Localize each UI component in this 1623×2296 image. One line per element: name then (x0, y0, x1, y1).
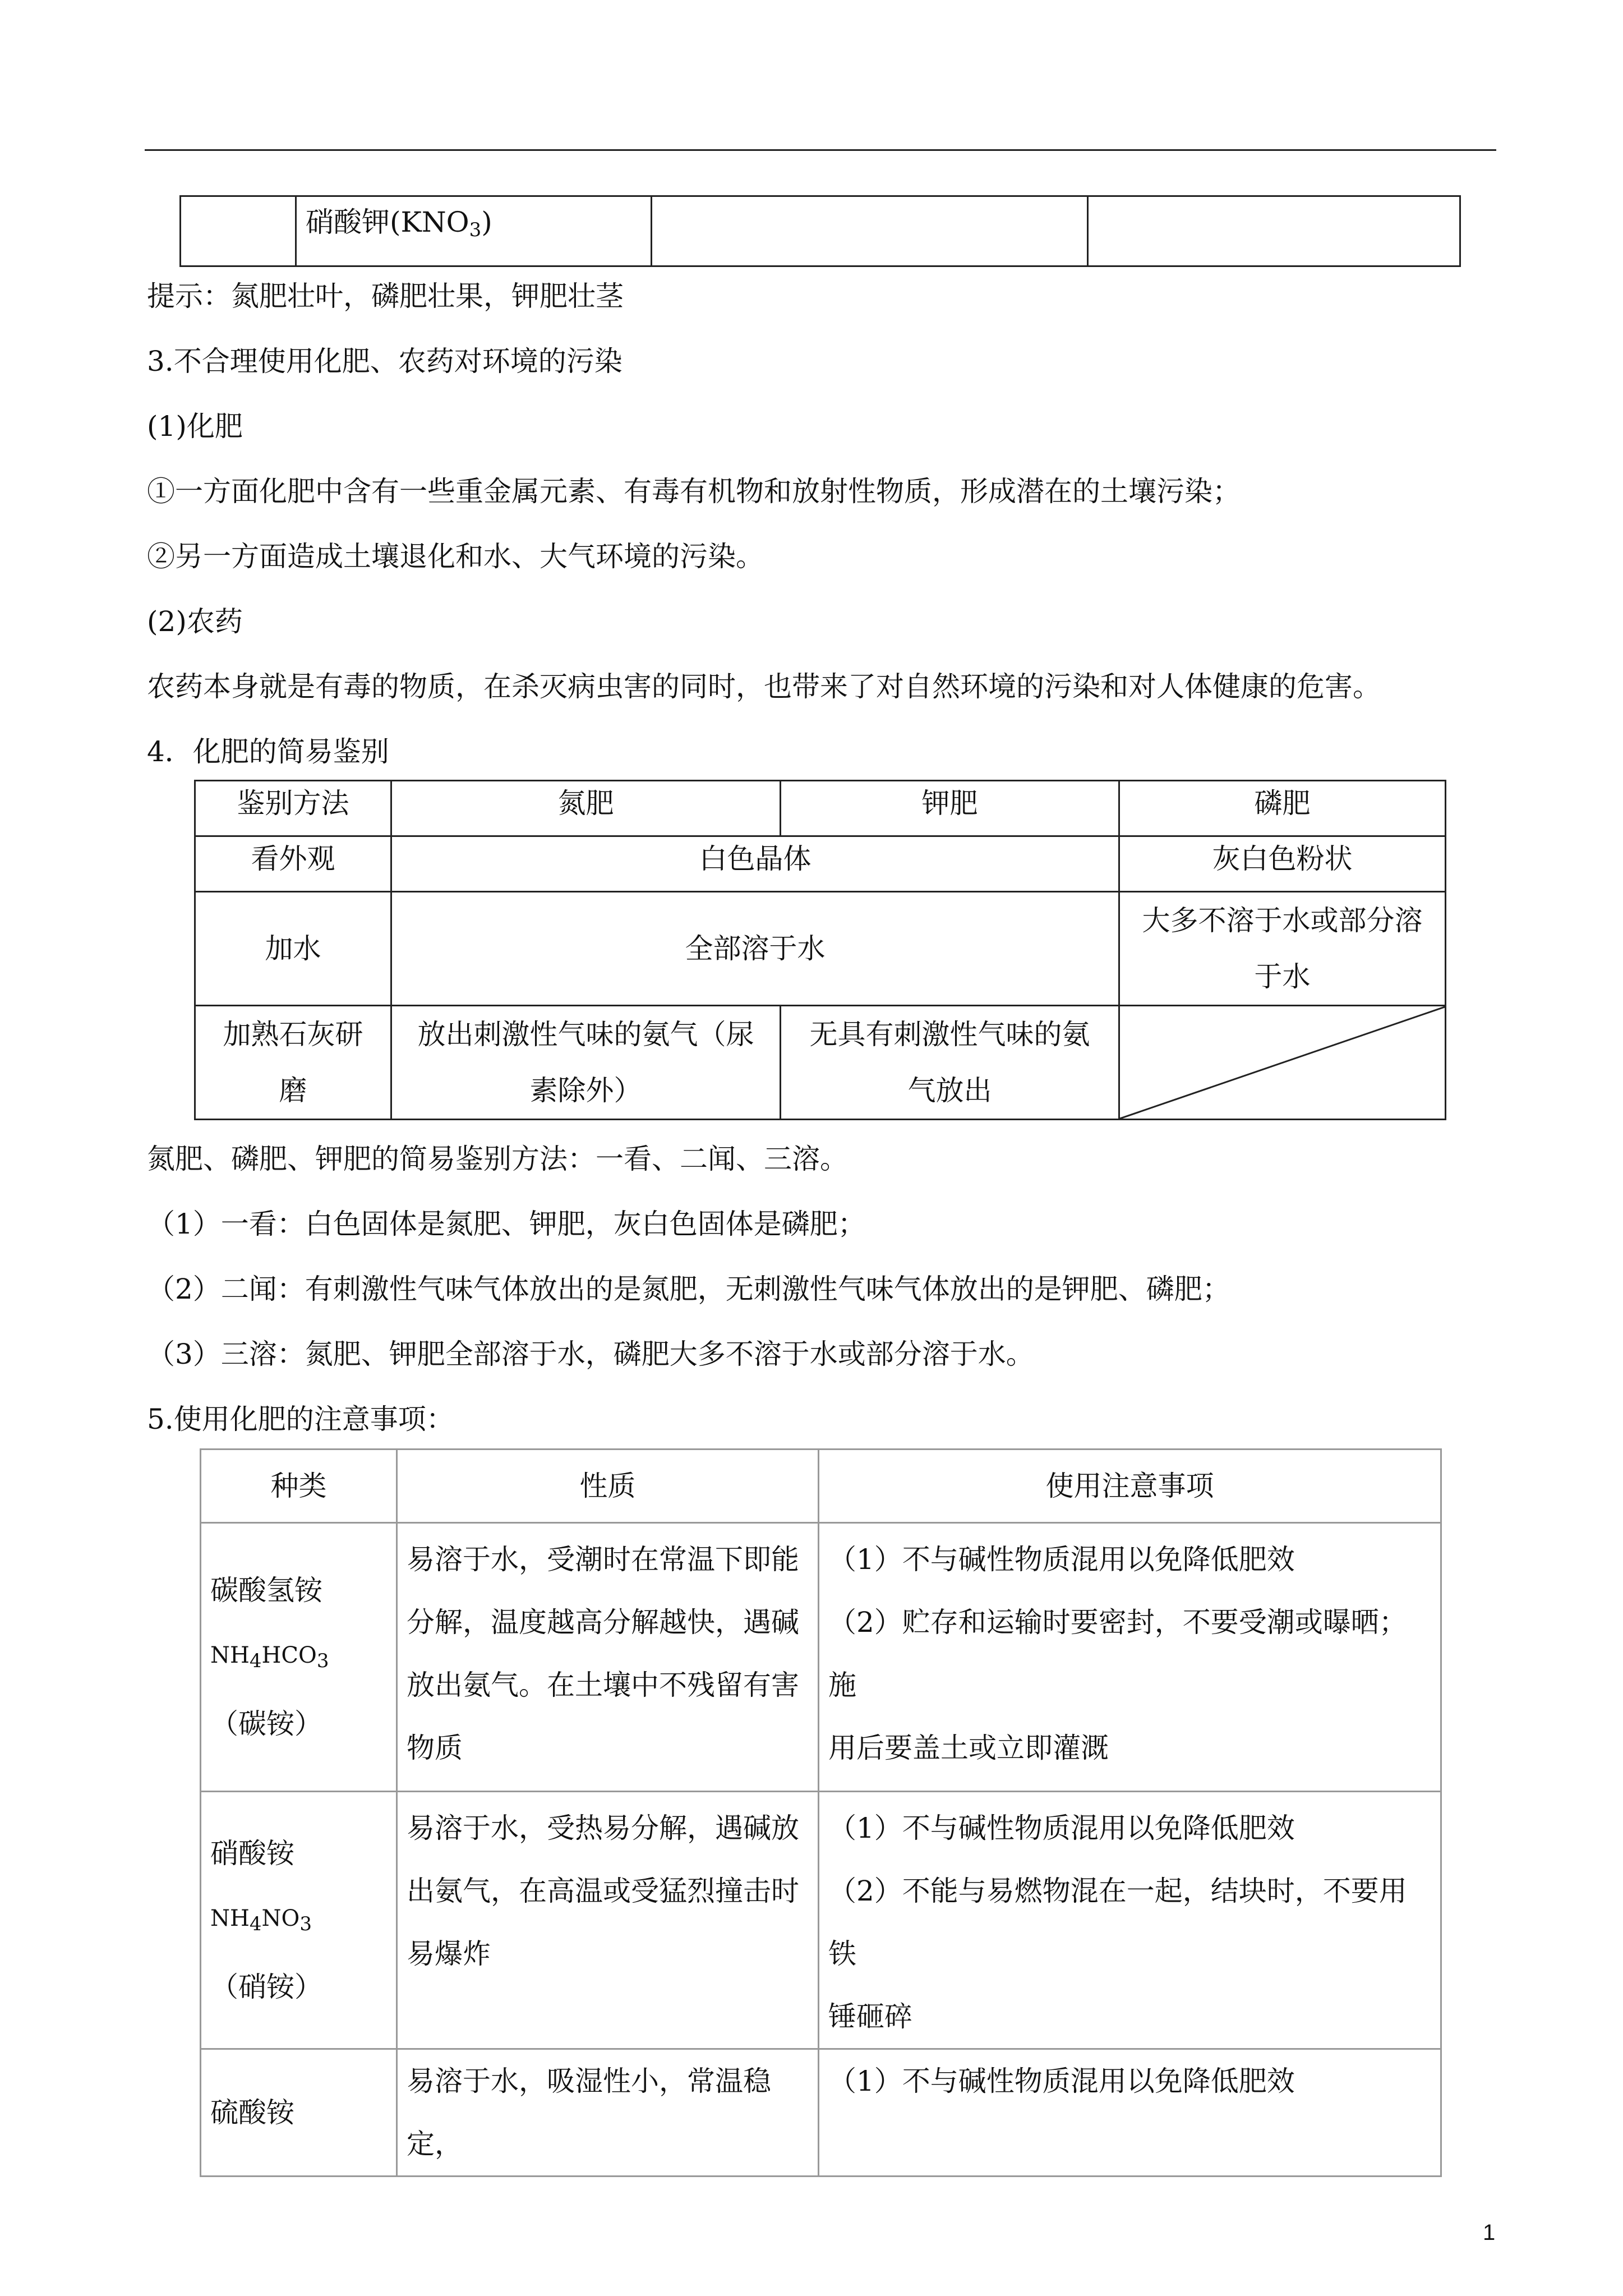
fertilizer-table-continuation (179, 195, 1461, 267)
row-lime-n: 放出刺激性气味的氨气（尿 素除外） (391, 1006, 781, 1120)
section-3-title: 3.不合理使用化肥、农药对环境的污染 (147, 345, 623, 378)
row-water-nk: 全部溶于水 (391, 892, 1119, 1006)
row-water-label: 加水 (195, 892, 391, 1006)
property-ammonium-nitrate: 易溶于水，受热易分解，遇碱放 出氨气，在高温或受猛烈撞击时 易爆炸 (397, 1792, 819, 2049)
header-property: 性质 (397, 1450, 819, 1523)
notes-ammonium-sulfate: （1）不与碱性物质混用以免降低肥效 (819, 2049, 1441, 2177)
table-cell-empty (1088, 196, 1460, 266)
table-header-row (201, 1450, 1441, 1523)
header-potassium: 钾肥 (781, 781, 1119, 836)
row-water-p: 大多不溶于水或部分溶 于水 (1119, 892, 1446, 1006)
section-5-title: 5.使用化肥的注意事项： (147, 1403, 454, 1435)
pesticide-paragraph: 农药本身就是有毒的物质，在杀灭病虫害的同时，也带来了对自然环境的污染和对人体健康的危害。 (147, 670, 1381, 703)
identification-step-2: （2）二闻：有刺激性气味气体放出的是氮肥，无刺激性气味气体放出的是钾肥、磷肥； (147, 1273, 1230, 1305)
property-ammonium-sulfate: 易溶于水，吸湿性小，常温稳定， (397, 2049, 819, 2177)
fertilizer-pollution-item-2: ②另一方面造成土壤退化和水、大气环境的污染。 (147, 540, 764, 573)
table-row (181, 196, 1460, 266)
header-type: 种类 (201, 1450, 397, 1523)
table-cell-potassium-nitrate: 硝酸钾$(KNO_3)$ (296, 196, 652, 266)
section-4-title: 4．化肥的简易鉴别 (147, 735, 389, 768)
fertilizer-identification-table (194, 780, 1446, 1120)
table-row (201, 2049, 1441, 2177)
subsection-pesticide: (2)农药 (147, 605, 243, 638)
property-ammonium-bicarbonate: 易溶于水，受潮时在常温下即能 分解，温度越高分解越快，遇碱 放出氨气。在土壤中不残留有害 物质 (397, 1523, 819, 1792)
row-lime-label: 加熟石灰研 磨 (195, 1006, 391, 1120)
subsection-fertilizer: (1)化肥 (147, 410, 243, 443)
table-cell-empty (181, 196, 296, 266)
page-number: 1 (1483, 2220, 1496, 2245)
type-ammonium-sulfate: 硫酸铵 (201, 2049, 397, 2177)
row-appearance-nk: 白色晶体 (391, 836, 1119, 892)
row-appearance-p: 灰白色粉状 (1119, 836, 1446, 892)
identification-step-3: （3）三溶：氮肥、钾肥全部溶于水，磷肥大多不溶于水或部分溶于水。 (147, 1338, 1034, 1370)
type-ammonium-bicarbonate: 碳酸氢铵 $NH_4HCO_3$ （碳铵） (201, 1523, 397, 1792)
notes-ammonium-bicarbonate: （1）不与碱性物质混用以免降低肥效 （2）贮存和运输时要密封，不要受潮或曝晒；施 用后要盖土或立即灌溉 (819, 1523, 1441, 1792)
notes-ammonium-nitrate: （1）不与碱性物质混用以免降低肥效 （2）不能与易燃物混在一起，结块时，不要用铁 锤砸碎 (819, 1792, 1441, 2049)
header-method: 鉴别方法 (195, 781, 391, 836)
table-row (195, 892, 1446, 1006)
header-phosphorus: 磷肥 (1119, 781, 1446, 836)
identification-summary: 氮肥、磷肥、钾肥的简易鉴别方法：一看、二闻、三溶。 (147, 1143, 848, 1175)
table-row (201, 1792, 1441, 2049)
table-cell-empty (652, 196, 1088, 266)
type-ammonium-nitrate: 硝酸铵 $NH_4NO_3$ （硝铵） (201, 1792, 397, 2049)
table-row (201, 1523, 1441, 1792)
header-rule (145, 149, 1496, 151)
header-notes: 使用注意事项 (819, 1450, 1441, 1523)
diagonal-line (1120, 1006, 1446, 1119)
fertilizer-pollution-item-1: ①一方面化肥中含有一些重金属元素、有毒有机物和放射性物质，形成潜在的土壤污染； (147, 475, 1241, 508)
table-row (195, 836, 1446, 892)
row-appearance-label: 看外观 (195, 836, 391, 892)
tip-text: 提示：氮肥壮叶，磷肥壮果，钾肥壮茎 (147, 280, 624, 312)
header-nitrogen: 氮肥 (391, 781, 781, 836)
row-lime-k: 无具有刺激性气味的氨 气放出 (781, 1006, 1119, 1120)
table-header-row (195, 781, 1446, 836)
table-row (195, 1006, 1446, 1120)
identification-step-1: （1）一看：白色固体是氮肥、钾肥，灰白色固体是磷肥； (147, 1208, 866, 1240)
fertilizer-usage-table (200, 1448, 1442, 2177)
row-lime-p-empty (1119, 1006, 1446, 1120)
